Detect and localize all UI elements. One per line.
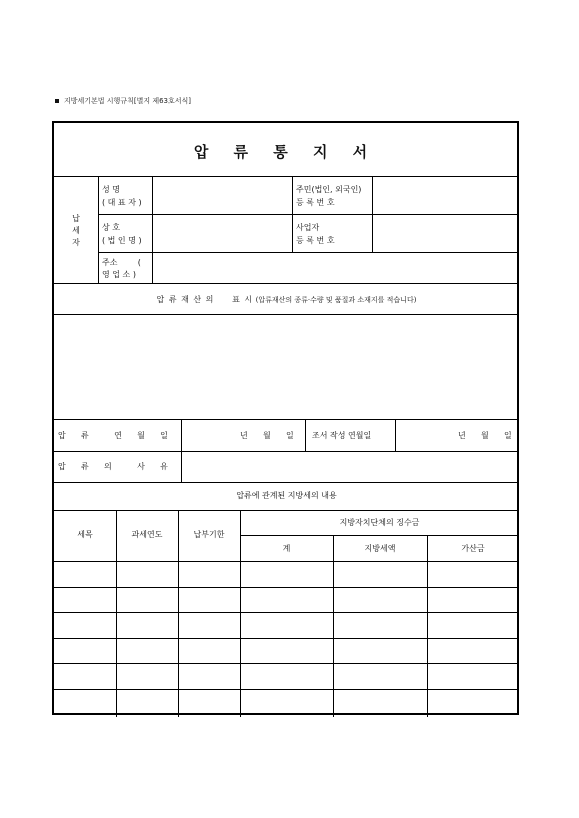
representative-label: ( 대 표 자 ) <box>102 198 142 207</box>
resident-number-label-2: 등 록 번 호 <box>296 198 335 207</box>
divider <box>54 663 517 664</box>
divider <box>54 283 517 284</box>
col-local-tax: 지방세액 <box>364 544 396 553</box>
seizure-reason-field[interactable] <box>182 452 519 482</box>
col-local-collection: 지방자치단체의 징수금 <box>339 518 420 527</box>
resident-number-label: 주민(법인, 외국인) <box>296 185 362 194</box>
divider <box>54 689 517 690</box>
form-title: 압 류 통 지 서 <box>193 143 378 161</box>
divider <box>54 587 517 588</box>
property-header-main: 압 류 재 산 의 표 시 <box>156 295 254 304</box>
taxpayer-label: 납 세 자 <box>72 214 80 247</box>
business-number-field[interactable] <box>373 215 519 252</box>
divider <box>292 176 293 252</box>
col-total: 계 <box>282 544 291 553</box>
corporation-name-label: ( 법 인 명 ) <box>102 236 142 245</box>
property-header-note: (압류재산의 종류·수량 및 품질과 소재지를 적습니다) <box>255 296 417 304</box>
divider <box>240 510 241 717</box>
divider <box>54 419 517 420</box>
resident-number-field[interactable] <box>373 177 519 214</box>
address-label: 주소 ( <box>102 258 141 267</box>
bullet-square-icon <box>55 99 59 103</box>
name-field[interactable] <box>153 177 292 214</box>
business-number-label-2: 등 록 번 호 <box>296 236 335 245</box>
divider <box>333 535 334 717</box>
business-number-label: 사업자 <box>296 223 320 232</box>
col-tax-year: 과세연도 <box>131 530 163 539</box>
property-description-field[interactable] <box>54 315 519 419</box>
divider <box>178 510 179 717</box>
tax-section-title: 압류에 관계된 지방세의 내용 <box>236 491 337 500</box>
form-reference <box>55 96 191 106</box>
seizure-date-label: 압 류 연 월 일 <box>58 431 168 440</box>
divider <box>395 419 396 451</box>
divider <box>240 535 517 536</box>
divider <box>54 561 517 562</box>
divider <box>54 612 517 613</box>
seizure-reason-label: 압 류 의 사 유 <box>58 462 168 471</box>
divider <box>54 482 517 483</box>
seizure-date-value[interactable]: 년 월 일 <box>240 431 294 440</box>
document-date-value[interactable]: 년 월 일 <box>458 431 512 440</box>
divider <box>98 176 99 283</box>
form-reference-text: 지방세기본법 시행규칙[별지 제63호서식] <box>64 97 192 105</box>
name-label: 성 명 <box>102 185 120 194</box>
col-due-date: 납부기한 <box>193 530 225 539</box>
col-tax-item: 세목 <box>77 530 93 539</box>
trade-name-label: 상 호 <box>102 223 120 232</box>
divider <box>54 638 517 639</box>
divider <box>54 510 517 511</box>
business-place-label: 영 업 소 ) <box>102 270 136 279</box>
divider <box>427 535 428 717</box>
seizure-notice-form <box>52 121 519 715</box>
property-header <box>54 294 519 306</box>
divider <box>305 419 306 451</box>
document-date-label: 조서 작성 연월일 <box>312 431 372 440</box>
divider <box>116 510 117 717</box>
col-additional: 가산금 <box>461 544 485 553</box>
address-field[interactable] <box>153 253 519 283</box>
trade-name-field[interactable] <box>153 215 292 252</box>
